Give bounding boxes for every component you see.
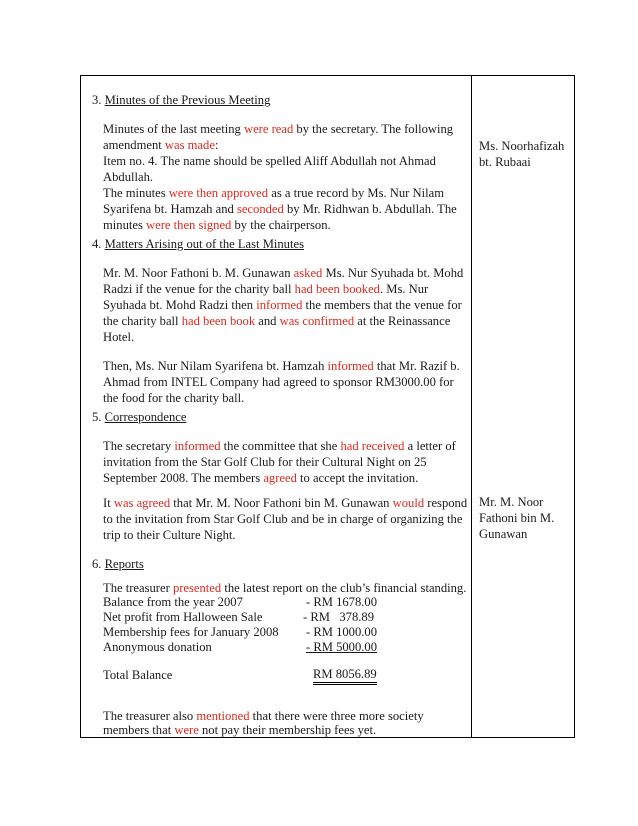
responsible-person-2-line-2: Fathoni bin M. bbox=[479, 511, 555, 525]
report-item-label: Anonymous donation bbox=[103, 640, 212, 654]
s6-line-3: members that were not pay their membership fees yet. bbox=[103, 723, 377, 737]
s5-line-6: trip to their Culture Night. bbox=[103, 528, 236, 542]
responsible-person-1-line-1: Ms. Noorhafizah bbox=[479, 139, 565, 153]
s4-line-6: Then, Ms. Nur Nilam Syarifena bt. Hamzah informed that Mr. Razif b. bbox=[103, 359, 460, 373]
report-item-amount: - RM 378.89 bbox=[303, 610, 375, 624]
s4-line-8: the food for the charity ball. bbox=[103, 391, 245, 405]
s5-line-3: September 2008. The members agreed to accept the invitation. bbox=[103, 471, 419, 485]
column-divider bbox=[471, 76, 472, 737]
section-5-heading: 5. Correspondence bbox=[92, 410, 187, 424]
s3-line-5: The minutes were then approved as a true record by Ms. Nur Nilam bbox=[103, 186, 444, 200]
report-item-label: Membership fees for January 2008 bbox=[103, 625, 279, 639]
s3-line-2: amendment was made: bbox=[103, 138, 219, 152]
s3-line-3: Item no. 4. The name should be spelled Aliff Abdullah not Ahmad bbox=[103, 154, 436, 168]
responsible-person-2-line-3: Gunawan bbox=[479, 527, 528, 541]
s5-line-2: invitation from the Star Golf Club for their Cultural Night on 25 bbox=[103, 455, 427, 469]
s3-line-7: minutes were then signed by the chairperson. bbox=[103, 218, 331, 232]
s3-line-1: Minutes of the last meeting were read by the secretary. The following bbox=[103, 122, 454, 136]
s5-line-1: The secretary informed the committee that she had received a letter of bbox=[103, 439, 456, 453]
section-3-heading: 3. Minutes of the Previous Meeting bbox=[92, 93, 271, 107]
report-item-amount: - RM 1000.00 bbox=[306, 625, 378, 639]
s4-line-2: Radzi if the venue for the charity ball had been booked. Ms. Nur bbox=[103, 282, 429, 296]
responsible-person-2-line-1: Mr. M. Noor bbox=[479, 495, 544, 509]
s4-line-1: Mr. M. Noor Fathoni b. M. Gunawan asked Ms. Nur Syuhada bt. Mohd bbox=[103, 266, 464, 280]
s5-line-4: It was agreed that Mr. M. Noor Fathoni bin M. Gunawan would respond bbox=[103, 496, 468, 510]
s4-line-4: the charity ball had been book and was confirmed at the Reinassance bbox=[103, 314, 451, 328]
s3-line-6: Syarifena bt. Hamzah and seconded by Mr. Ridhwan b. Abdullah. The bbox=[103, 202, 457, 216]
report-item-label: Balance from the year 2007 bbox=[103, 595, 243, 609]
s4-line-5: Hotel. bbox=[103, 330, 135, 344]
report-item-label: Net profit from Halloween Sale bbox=[103, 610, 263, 624]
section-4-heading: 4. Matters Arising out of the Last Minutes bbox=[92, 237, 304, 251]
section-6-heading: 6. Reports bbox=[92, 557, 144, 571]
report-item-amount: - RM 5000.00 bbox=[306, 640, 378, 654]
total-balance-label: Total Balance bbox=[103, 668, 173, 682]
s4-line-7: Ahmad from INTEL Company had agreed to sponsor RM3000.00 for bbox=[103, 375, 454, 389]
s4-line-3: Syuhada bt. Mohd Radzi then informed the members that the venue for bbox=[103, 298, 462, 312]
responsible-person-1-line-2: bt. Rubaai bbox=[479, 155, 531, 169]
s6-line-1: The treasurer presented the latest report on the club’s financial standing. bbox=[103, 581, 467, 595]
total-balance-amount: RM 8056.89 bbox=[313, 667, 377, 685]
minutes-table bbox=[80, 75, 575, 738]
report-item-amount: - RM 1678.00 bbox=[306, 595, 378, 609]
s6-line-2: The treasurer also mentioned that there were three more society bbox=[103, 709, 424, 723]
s3-line-4: Abdullah. bbox=[103, 170, 154, 184]
s5-line-5: to the invitation from Star Golf Club and be in charge of organizing the bbox=[103, 512, 463, 526]
